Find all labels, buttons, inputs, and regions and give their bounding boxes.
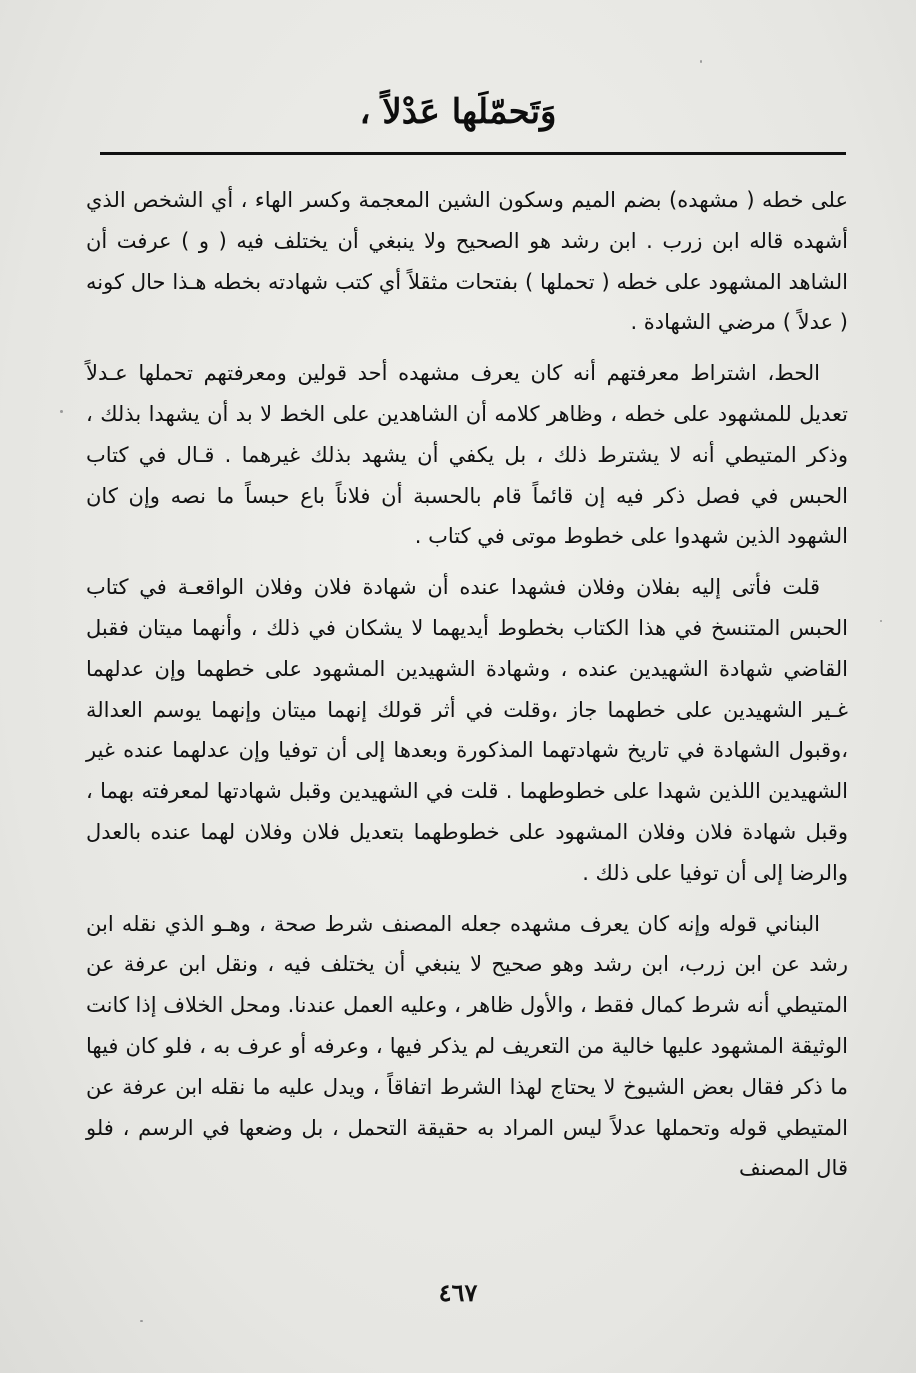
paragraph-4: البناني قوله وإنه كان يعرف مشهده جعله المصنف شرط صحة ، وهـو الذي نقله ابن رشد عن ابن زرب، ابن رشد وهو صحيح لا ينبغي أن يختلف فيه ، ونقل ابن عرفة عن المتيطي أنه شرط كمال فقط ، والأول ظاهر ، وعليه العمل عندنا. ومحل الخلاف إذا كانت الوثيقة المشهود عليها خالية من التعريف لم يذكر فيها ، وعرفه أو عرف به ، فلو كان فيها ما ذكر فقال بعض الشيوخ لا يحتاج لهذا الشرط اتفاقاً ، ويدل عليه ما نقله ابن عرفة عن المتيطي قوله وتحملها عدلاً ليس المراد به حقيقة التحمل ، بل وضعها في الرسم ، فلو قال المصنف bbox=[86, 911, 848, 1181]
paper-speck bbox=[700, 60, 702, 63]
paper-speck bbox=[140, 1320, 143, 1322]
paper-speck bbox=[880, 620, 882, 622]
paragraph-1: على خطه ( مشهده) بضم الميم وسكون الشين المعجمة وكسر الهاء ، أي الشخص الذي أشهده قاله ابن زرب . ابن رشد هو الصحيح ولا ينبغي أن يختلف فيه ( و ) عرفت أن الشاهد المشهود على خطه ( تحملها ) بفتحات مثقلاً أي كتب شهادته بخطه هـذا حال كونه ( عدلاً ) مرضي الشهادة . bbox=[86, 188, 848, 335]
paragraph-2: الحط، اشتراط معرفتهم أنه كان يعرف مشهده أحد قولين ومعرفتهم تحملها عـدلاً تعديل للمشهود على خطه ، وظاهر كلامه أن الشاهدين على الخط لا بد أن يشهدا بذلك ، وذكر المتيطي أنه لا يشترط ذلك ، بل يكفي أن يشهد بذلك غيرهما . قـال في كتاب الحبس في فصل ذكر فيه إن قائماً قام بالحسبة أن فلاناً باع حبساً ما نصه وإن كان الشهود الذين شهدوا على خطوط موتى في كتاب . bbox=[86, 361, 848, 549]
paper-speck bbox=[60, 410, 63, 413]
heading-rule bbox=[100, 152, 846, 155]
paragraph-3: قلت فأتى إليه بفلان وفلان فشهدا عنده أن شهادة فلان وفلان الواقعـة في كتاب الحبس المتنسخ في هذا الكتاب بخطوط أيديهما لا يشكان في ذلك ، وأنهما ميتان فقبل القاضي شهادة الشهيدين عنده ، وشهادة الشهيدين المشهود على خطهما وإن عدلهما غـير الشهيدين على خطهما جاز ،وقلت في أثر قولك إنهما ميتان وإنهما يوسم العدالة ،وقبول الشهادة في تاريخ شهادتهما المذكورة وبعدها إلى أن توفيا وإن عدلهما عنده غير الشهيدين اللذين شهدا على خطوطهما . قلت في الشهيدين وقبل شهادتها لمعرفته بهما ، وقبل شهادة فلان وفلان المشهود على خطوطهما بتعديل فلان وفلان لهما عنده بالعدل والرضا إلى أن توفيا على ذلك . bbox=[86, 575, 848, 885]
page-number: ٤٦٧ bbox=[438, 1278, 478, 1307]
page-heading: وَتَحمّلَها عَدْلاً ، bbox=[359, 92, 557, 132]
body-text bbox=[86, 180, 848, 1189]
